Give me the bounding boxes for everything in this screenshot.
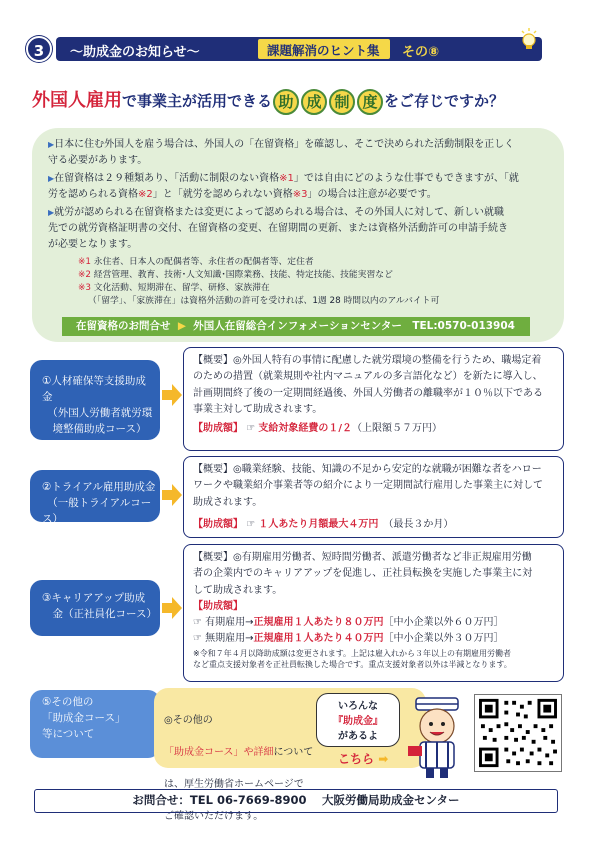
intro-p3-line3: が必要となります。: [48, 239, 138, 250]
intro-text: 日本に住む外国人を雇う場合は、外国人の「在留資格」を確認し、そこで決められた活動制限を正しく: [54, 139, 515, 150]
bullet-triangle-icon: ▶: [48, 208, 55, 217]
intro-p1-line2: 守る必要があります。: [48, 155, 148, 166]
section-3-label: ③キャリアアップ助成 金（正社員化コース）: [30, 580, 160, 636]
residence-inquiry-bar: [62, 317, 530, 336]
intro-text: 」では自由にどのような仕事でもできますが、「就: [293, 173, 519, 184]
bullet-triangle-icon: ▶: [48, 140, 55, 149]
intro-p2-line1: [48, 171, 519, 187]
footnote-mark: ※2: [78, 270, 91, 280]
section-3-row-1: [193, 615, 555, 631]
pointing-hand-icon: ☞: [193, 633, 202, 645]
section-1-label: ①人材確保等支援助成金 （外国人労働者就労環 境整備助成コース）: [30, 360, 160, 440]
arrow-right-icon: [162, 384, 182, 406]
header-part: その⑧: [402, 45, 440, 60]
section-5-line3: は、厚生労働省ホームページで: [164, 779, 304, 790]
bubble-line: いろんな: [338, 701, 378, 712]
row-type: 無期雇用→: [205, 633, 254, 645]
highlight-text: 「助成金コース」や詳細: [164, 747, 274, 758]
amount-label: 【助成額】: [193, 423, 243, 435]
footnote-text: 文化活動、短期滞在、留学、研修、家族滞在: [93, 283, 270, 293]
section-3-row-2: [193, 631, 555, 647]
pointing-hand-icon: ☞: [246, 518, 256, 530]
title-part1: 外国人雇用: [32, 90, 122, 111]
row-note: ［中小企業以外３０万円］: [383, 633, 504, 645]
amount-label: 【助成額】: [193, 518, 243, 530]
amount-label: 【助成額】: [193, 600, 243, 612]
footnote-1: [78, 256, 314, 268]
section-2-amount-row: [193, 517, 555, 533]
amount-note: （最長３か月）: [388, 518, 454, 530]
footer-contact: お問合せ：TEL 06-7669-8900 大阪労働局助成金センター: [34, 789, 558, 813]
section-5-label: ⑤その他の 「助成金コース」 等について: [30, 690, 160, 758]
section-1-body: 【概要】◎外国人特有の事情に配慮した就労環境の整備を行うため、職場定着 のための措置（就業規則や社内マニュアルの多言語化など）を新たに導入し、 計画期間終了後の一定期間経過後、外国人労働者の離職率が１０％以下である 事業主対して助成されます。: [193, 355, 543, 415]
intro-text: 」の場合は注意が必要です。: [307, 189, 437, 200]
note-mark-1: ※1: [279, 173, 294, 184]
section-3-detail: [183, 544, 564, 682]
footnote-3: [78, 282, 270, 294]
footnote-2: [78, 269, 393, 281]
inquiry-contact: 外国人在留総合インフォメーションセンター TEL:0570-013904: [193, 320, 515, 332]
section-2-label: ②トライアル雇用助成金 （一般トライアルコース）: [30, 470, 160, 522]
note-mark-3: ※3: [292, 189, 308, 200]
qr-code[interactable]: [474, 694, 562, 772]
pointing-hand-icon: ☞: [193, 617, 202, 629]
lightbulb-icon: [520, 28, 538, 52]
header-section-title: ～助成金のお知らせ～: [70, 45, 200, 60]
section-5-line1: ◎その他の: [164, 715, 213, 726]
bullet-triangle-icon: ▶: [48, 174, 55, 183]
page-header: [26, 34, 566, 74]
footnote-text: 永住者、日本人の配偶者等、永住者の配偶者等、定住者: [93, 257, 314, 267]
footnote-text: 経営管理、教育、技術･人文知識･国際業務、技能、特定技能、技能実習など: [93, 270, 393, 280]
section-1-detail: [183, 347, 564, 451]
row-amount: 正規雇用１人あたり４０万円: [253, 633, 384, 645]
pointing-hand-icon: ☞: [246, 423, 256, 435]
title-char-3: 制: [329, 89, 355, 115]
intro-text: 労を認められる資格: [48, 189, 138, 200]
footnote-mark: ※1: [78, 257, 91, 267]
intro-text: 在留資格は２９種類あり、「活動に制限のない資格: [54, 173, 280, 184]
intro-p3-line2: 先での就労資格証明書の交付、在留資格の変更、在留期間の更新、または資格外活動許可の申請手続き: [48, 223, 508, 234]
amount-note: （上限額５７万円）: [352, 423, 442, 435]
arrow-right-icon: [162, 597, 182, 619]
arrow-right-icon: ➡: [378, 752, 389, 766]
section-2-detail: [183, 456, 564, 538]
section-number-badge: 3: [26, 36, 52, 62]
intro-p2-line2: [48, 187, 437, 203]
page-title: [32, 86, 572, 118]
bubble-line: 『助成金』: [333, 716, 383, 727]
section-5-line4: ご確認いただけます。: [164, 811, 264, 822]
intro-p1-line1: [48, 137, 514, 153]
title-part3: をご存じですか？: [384, 92, 505, 110]
amount-value: １人あたり月額最大４万円: [258, 518, 379, 530]
row-note: ［中小企業以外６０万円］: [383, 617, 504, 629]
footnote-extra: （「留学」、「家族滞在」は資格外活動の許可を受ければ、1週 28 時間以内のアルバイト可: [88, 296, 440, 306]
row-type: 有期雇用→: [205, 617, 254, 629]
intro-text: 」と「就労を認められない資格: [152, 189, 293, 200]
intro-text: 就労が認められる在留資格または変更によって認められる場合は、その外国人に対して、新しい就職: [54, 207, 504, 218]
intro-p3-line1: [48, 205, 504, 221]
title-char-4: 度: [357, 89, 383, 115]
note-mark-2: ※2: [138, 189, 153, 200]
inquiry-label: 在留資格のお問合せ: [76, 320, 171, 332]
kochira-text: こちら: [338, 752, 375, 766]
text: について: [273, 747, 314, 758]
arrow-right-icon: [162, 484, 182, 506]
title-part2: で事業主が活用できる: [122, 92, 273, 110]
bubble-line: があるよ: [338, 731, 378, 742]
kochira-link[interactable]: [338, 750, 388, 767]
speech-bubble: [316, 693, 400, 747]
section-3-note: ※令和７年４月以降助成額は変更されます。上記は雇入れから３年以上の有期雇用労働者 など重点支援対象者を正社員転換した場合です。重点支援対象者以外は半減となります。: [193, 648, 512, 669]
title-char-2: 成: [301, 89, 327, 115]
header-series-title: 課題解消のヒント集: [267, 43, 380, 58]
amount-value: 支給対象経費の１/２: [258, 423, 352, 435]
title-char-1: 助: [273, 89, 299, 115]
arrow-right-icon: ▶: [177, 320, 186, 332]
section-2-body: 【概要】◎職業経験、技能、知識の不足から安定的な就職が困難な者をハロー ワークや職業紹介事業者等の紹介により一定期間試行雇用した事業主に対して 助成されます。: [193, 464, 543, 508]
mascot-illustration: [402, 694, 472, 780]
section-3-body: 【概要】◎有期雇用労働者、短時間労働者、派遣労働者など非正規雇用労働 者の企業内でのキャリアアップを促進し、正社員転換を実施した事業主に対 して助成されます。: [193, 552, 533, 596]
section-1-amount-row: [193, 421, 555, 437]
row-amount: 正規雇用１人あたり８０万円: [253, 617, 384, 629]
footnote-mark: ※3: [78, 283, 91, 293]
